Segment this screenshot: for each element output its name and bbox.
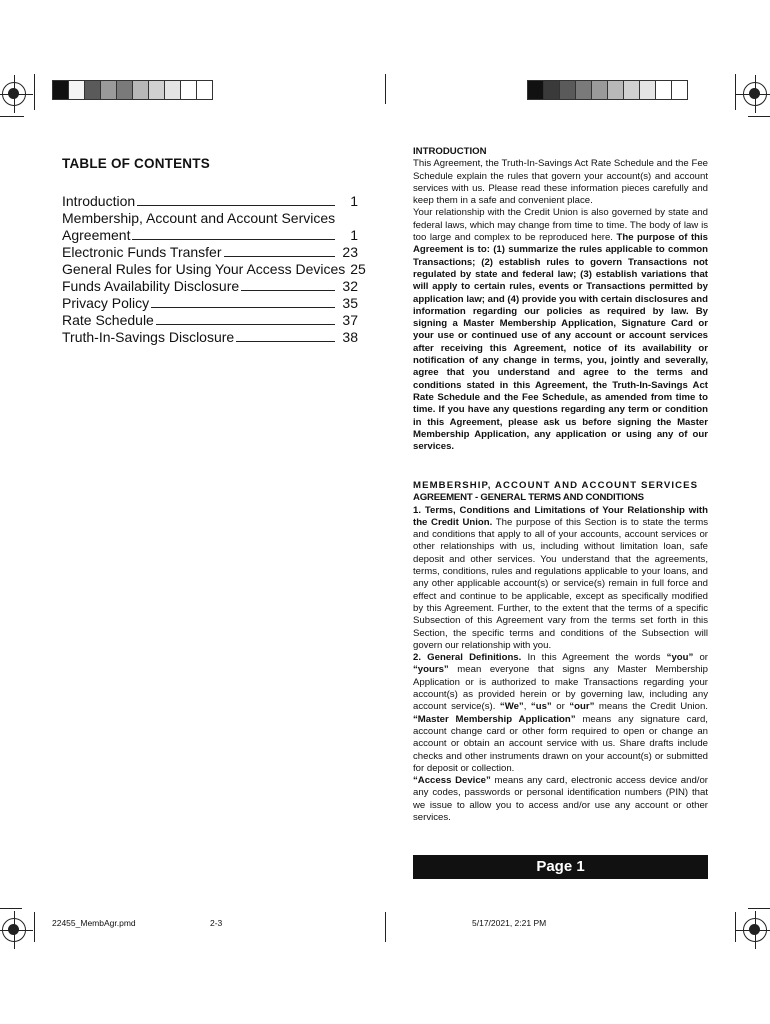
toc-entry-title: Electronic Funds Transfer — [62, 244, 222, 260]
introduction-heading: INTRODUCTION — [413, 146, 487, 157]
term-access-device: “Access Device” — [413, 775, 491, 787]
toc-leader-line — [132, 239, 335, 240]
crop-mark — [0, 116, 24, 117]
toc-entry-page: 32 — [342, 278, 358, 294]
toc-entry-page: 23 — [342, 244, 358, 260]
crop-mark — [735, 912, 736, 942]
toc-entry-title: Membership, Account and Account Services — [62, 210, 336, 226]
section-2-text: mean everyone that signs any Master Membership Application or is authorized to make Transactions regarding your account(s) as provided herein or by governing law, including any account service(s). — [413, 664, 708, 713]
color-bar-right — [527, 80, 687, 100]
toc-entry — [62, 190, 358, 210]
toc-leader-line — [236, 341, 335, 342]
toc-entry-page: 35 — [342, 295, 358, 311]
purpose-intro-text: Your relationship with the Credit Union is also governed by state and federal laws, which may change from time to time. The body of law is too large and complex to be reproduced here. — [413, 207, 708, 244]
term-us: “us” — [530, 701, 552, 713]
toc-entry-page: 25 — [350, 261, 366, 277]
color-swatch — [196, 80, 213, 100]
crop-mark — [34, 74, 35, 110]
section-2-text: or — [551, 701, 570, 713]
access-device-text: means any card, electronic access device and/or any codes, passwords or personal identification numbers (PIN) that we issue to allow you to access and/or use any account or other services. — [413, 775, 708, 824]
purpose-bold-text: The purpose of this Agreement is to: (1) summarize the rules applicable to common Transactions; (2) establish rules to govern Transactions not regulated by state and federal law; (3) establish variations that will apply to certain rules, events or Transactions permitted by application law; and (4) provide you with certain disclosures and information regarding our policies as required by law. By signing a Master Membership Application, Signature Card or your use or continued use of any account or account services after receiving this Agreement, notice of its availability or notification of any change in terms, you, jointly and severally, agree that you understand and agree to the terms and conditions stated in this Agreement, the Truth-In-Savings Act Rate Schedule and the Fee Schedule, as amended from time to time. If you have any questions regarding any term or condition in this Agreement, please ask us before signing the Master Membership Application, any application or using any of our services. — [413, 232, 708, 453]
color-swatch — [84, 80, 101, 100]
section-1-text: The purpose of this Section is to state the terms and conditions that apply to all of your accounts, account services or other relationships with us, including without limitation loan, safe deposit and other services. You understand that the agreements, terms, conditions, rules and regulations applicable to your loans, and any other applicable account(s) or service(s) remain in full force and effect and continue to be applicable, except as specifically modified by this Agreement. Further, to the extent that the terms of a specific Subsection of this Agreement vary from the terms set forth in this Section, the specific terms and conditions of the Subsection will govern our relationship with you. — [413, 516, 708, 651]
color-swatch — [671, 80, 688, 100]
toc-entry-title: Rate Schedule — [62, 312, 154, 328]
section-2-text: or — [693, 652, 709, 664]
toc-entry-title: Agreement — [62, 227, 131, 243]
color-bar-left — [52, 80, 212, 100]
toc-title: TABLE OF CONTENTS — [62, 156, 210, 171]
color-swatch — [591, 80, 608, 100]
color-swatch — [655, 80, 672, 100]
term-our: “our” — [569, 701, 595, 713]
crop-mark — [748, 116, 770, 117]
toc-entry — [62, 278, 358, 295]
membership-section — [413, 480, 708, 824]
footer-filename: 22455_MembAgr.pmd — [52, 918, 136, 928]
general-terms-heading: AGREEMENT - GENERAL TERMS AND CONDITIONS — [413, 492, 644, 504]
toc-entry — [62, 329, 358, 346]
footer-datetime: 5/17/2021, 2:21 PM — [472, 918, 547, 928]
crop-mark — [34, 912, 35, 942]
color-swatch — [164, 80, 181, 100]
section-2-text: , — [523, 701, 531, 713]
crop-mark — [735, 74, 736, 110]
toc-entry-page: 1 — [350, 227, 358, 243]
toc-entry-page: 38 — [342, 329, 358, 345]
color-swatch — [148, 80, 165, 100]
toc-leader-line — [241, 290, 335, 291]
toc-entry — [62, 261, 366, 278]
toc-entry-page: 1 — [350, 193, 358, 209]
toc-leader-line — [151, 307, 335, 308]
color-swatch — [543, 80, 560, 100]
introduction-paragraph: This Agreement, the Truth-In-Savings Act Rate Schedule and the Fee Schedule explain the rules that govern your account(s) and account services with us. Please read these information pieces carefully and keep them in a safe and convenient place. — [413, 158, 708, 207]
term-we: “We” — [499, 701, 524, 713]
section-1-title: 1. Terms, Conditions and Limitations of Your Relationship with the Credit Union. — [413, 504, 708, 528]
section-1-paragraph — [413, 505, 708, 653]
toc-entry — [62, 295, 358, 312]
toc-entry-title: Privacy Policy — [62, 295, 150, 311]
introduction-section — [413, 146, 708, 453]
footer-pages: 2-3 — [210, 918, 223, 928]
crop-mark — [0, 908, 22, 909]
section-2-text: means any signature card, account change card or other form required to open or change an account or obtain an account service with us. Share drafts include checks and other instruments drawn on your account(s) or submitted for deposit or collection. — [413, 713, 708, 774]
color-swatch — [116, 80, 133, 100]
introduction-purpose-paragraph — [413, 207, 708, 453]
section-2-text: In this Agreement the words — [521, 652, 667, 664]
color-swatch — [52, 80, 69, 100]
color-swatch — [607, 80, 624, 100]
section-2-text: means the Credit Union. — [594, 701, 708, 713]
section-2-title: 2. General Definitions. — [413, 652, 522, 664]
section-2-paragraph — [413, 652, 708, 775]
toc-entry-title: Funds Availability Disclosure — [62, 278, 240, 294]
term-yours: “yours” — [413, 664, 449, 676]
color-swatch — [559, 80, 576, 100]
color-swatch — [100, 80, 117, 100]
registration-mark-top-right — [743, 82, 767, 106]
registration-mark-bottom-right — [743, 918, 767, 942]
toc-entry — [62, 312, 358, 329]
toc-entry-title: Truth-In-Savings Disclosure — [62, 329, 235, 345]
term-master-membership-application: “Master Membership Application” — [413, 713, 576, 725]
color-swatch — [575, 80, 592, 100]
toc-entry — [62, 244, 358, 261]
table-of-contents — [62, 190, 366, 346]
registration-mark-bottom-left — [2, 918, 26, 942]
registration-mark-top-left — [2, 82, 26, 106]
toc-entry — [62, 227, 358, 244]
crop-mark — [748, 908, 770, 909]
color-swatch — [132, 80, 149, 100]
crop-mark — [385, 912, 386, 942]
color-swatch — [180, 80, 197, 100]
term-you: “you” — [666, 652, 694, 664]
toc-entry — [62, 210, 358, 227]
color-swatch — [639, 80, 656, 100]
toc-entry-title: Introduction — [62, 193, 136, 209]
crop-mark — [385, 74, 386, 104]
access-device-paragraph — [413, 775, 708, 824]
page-number-box: Page 1 — [413, 855, 708, 879]
toc-leader-line — [156, 324, 335, 325]
toc-entry-title: General Rules for Using Your Access Devices — [62, 261, 346, 277]
toc-leader-line — [224, 256, 335, 257]
color-swatch — [527, 80, 544, 100]
membership-heading: MEMBERSHIP, ACCOUNT AND ACCOUNT SERVICES — [413, 480, 699, 491]
color-swatch — [623, 80, 640, 100]
color-swatch — [68, 80, 85, 100]
toc-entry-page: 37 — [342, 312, 358, 328]
toc-leader-line — [137, 205, 335, 206]
